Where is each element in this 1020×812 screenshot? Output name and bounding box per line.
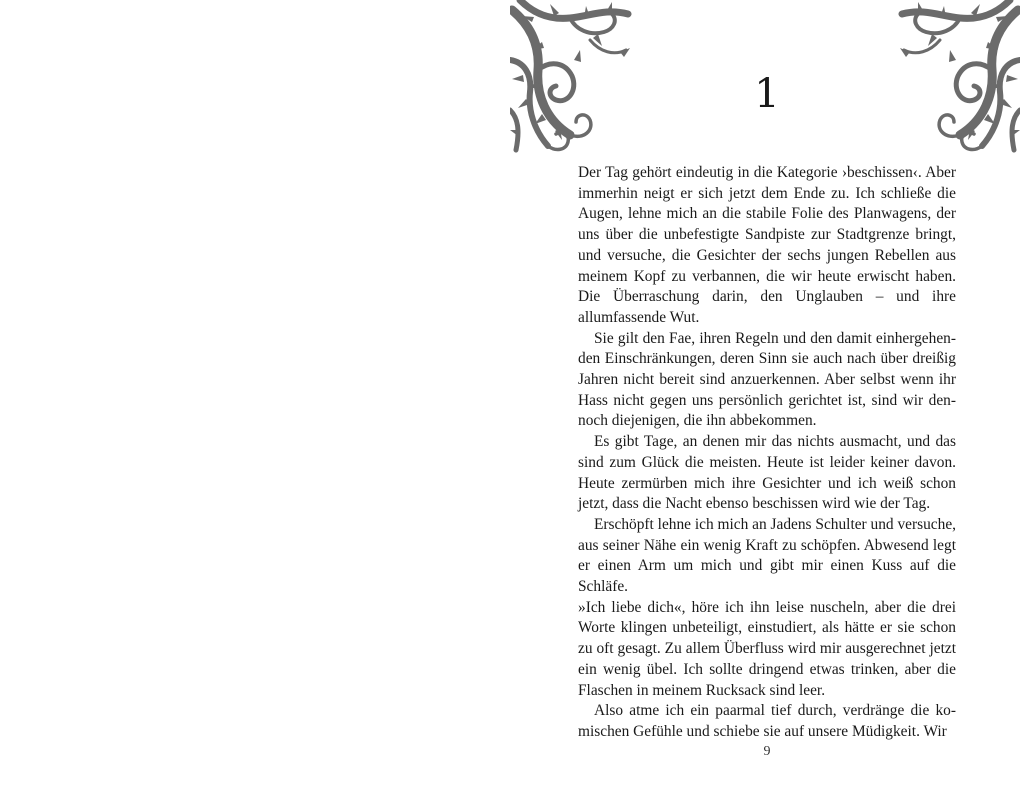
paragraph: Es gibt Tage, an denen mir das nichts ausmacht, und das sind zum Glück die meisten. Heute ist leider keiner davon. Heute zermürben mich ihre Gesichter und ich weiß schon jetzt, dass die Nacht ebenso beschissen wird wie der Tag.	[578, 433, 956, 513]
chapter-number: 1	[754, 71, 780, 117]
paragraph: Der Tag gehört eindeutig in die Kategorie ›beschissen‹. Aber immerhin neigt er sich jetzt dem Ende zu. Ich schließe die Augen, lehne mich an die stabile Folie des Planwagens, der uns über die unbefestigte Sandpiste zur Stadtgrenze bringt, und versuche, die Gesichter der sechs jungen Rebellen aus meinem Kopf zu verbannen, die wir heute erwischt haben. Die Überraschung darin, den Unglauben – und ihre allumfassende Wut.	[578, 164, 956, 326]
paragraph: Sie gilt den Fae, ihren Regeln und den damit einhergehenden Einschränkungen, deren Sinn sie auch nach über dreißig Jahren nicht bereit sind anzuerkennen. Aber selbst wenn ihr Hass nicht gegen uns persönlich gerichtet ist, sind wir dennoch diejenigen, die ihn abbekommen.	[578, 329, 956, 430]
paragraph: Also atme ich ein paarmal tief durch, verdränge die komischen Gefühle und schiebe sie auf unsere Müdigkeit. Wir	[578, 702, 956, 740]
page-number: 9	[763, 744, 771, 759]
right-page	[510, 0, 1020, 812]
paragraph: Erschöpft lehne ich mich an Jadens Schulter und versuche, aus seiner Nähe ein wenig Kraft zu schöpfen. Abwesend legt er einen Arm um mich und gibt mir einen Kuss auf die Schläfe.	[578, 515, 956, 596]
paragraph: »Ich liebe dich«, höre ich ihn leise nuscheln, aber die drei Worte klingen unbeteiligt, einstudiert, als hätte er sie schon zu oft gesagt. Zu allem Überfluss wird mir ausgerechnet jetzt ein wenig übel. Ich sollte dringend etwas trinken, aber die Flaschen in meinem Rucksack sind leer.	[578, 598, 956, 699]
chapter-body-text	[578, 163, 956, 743]
